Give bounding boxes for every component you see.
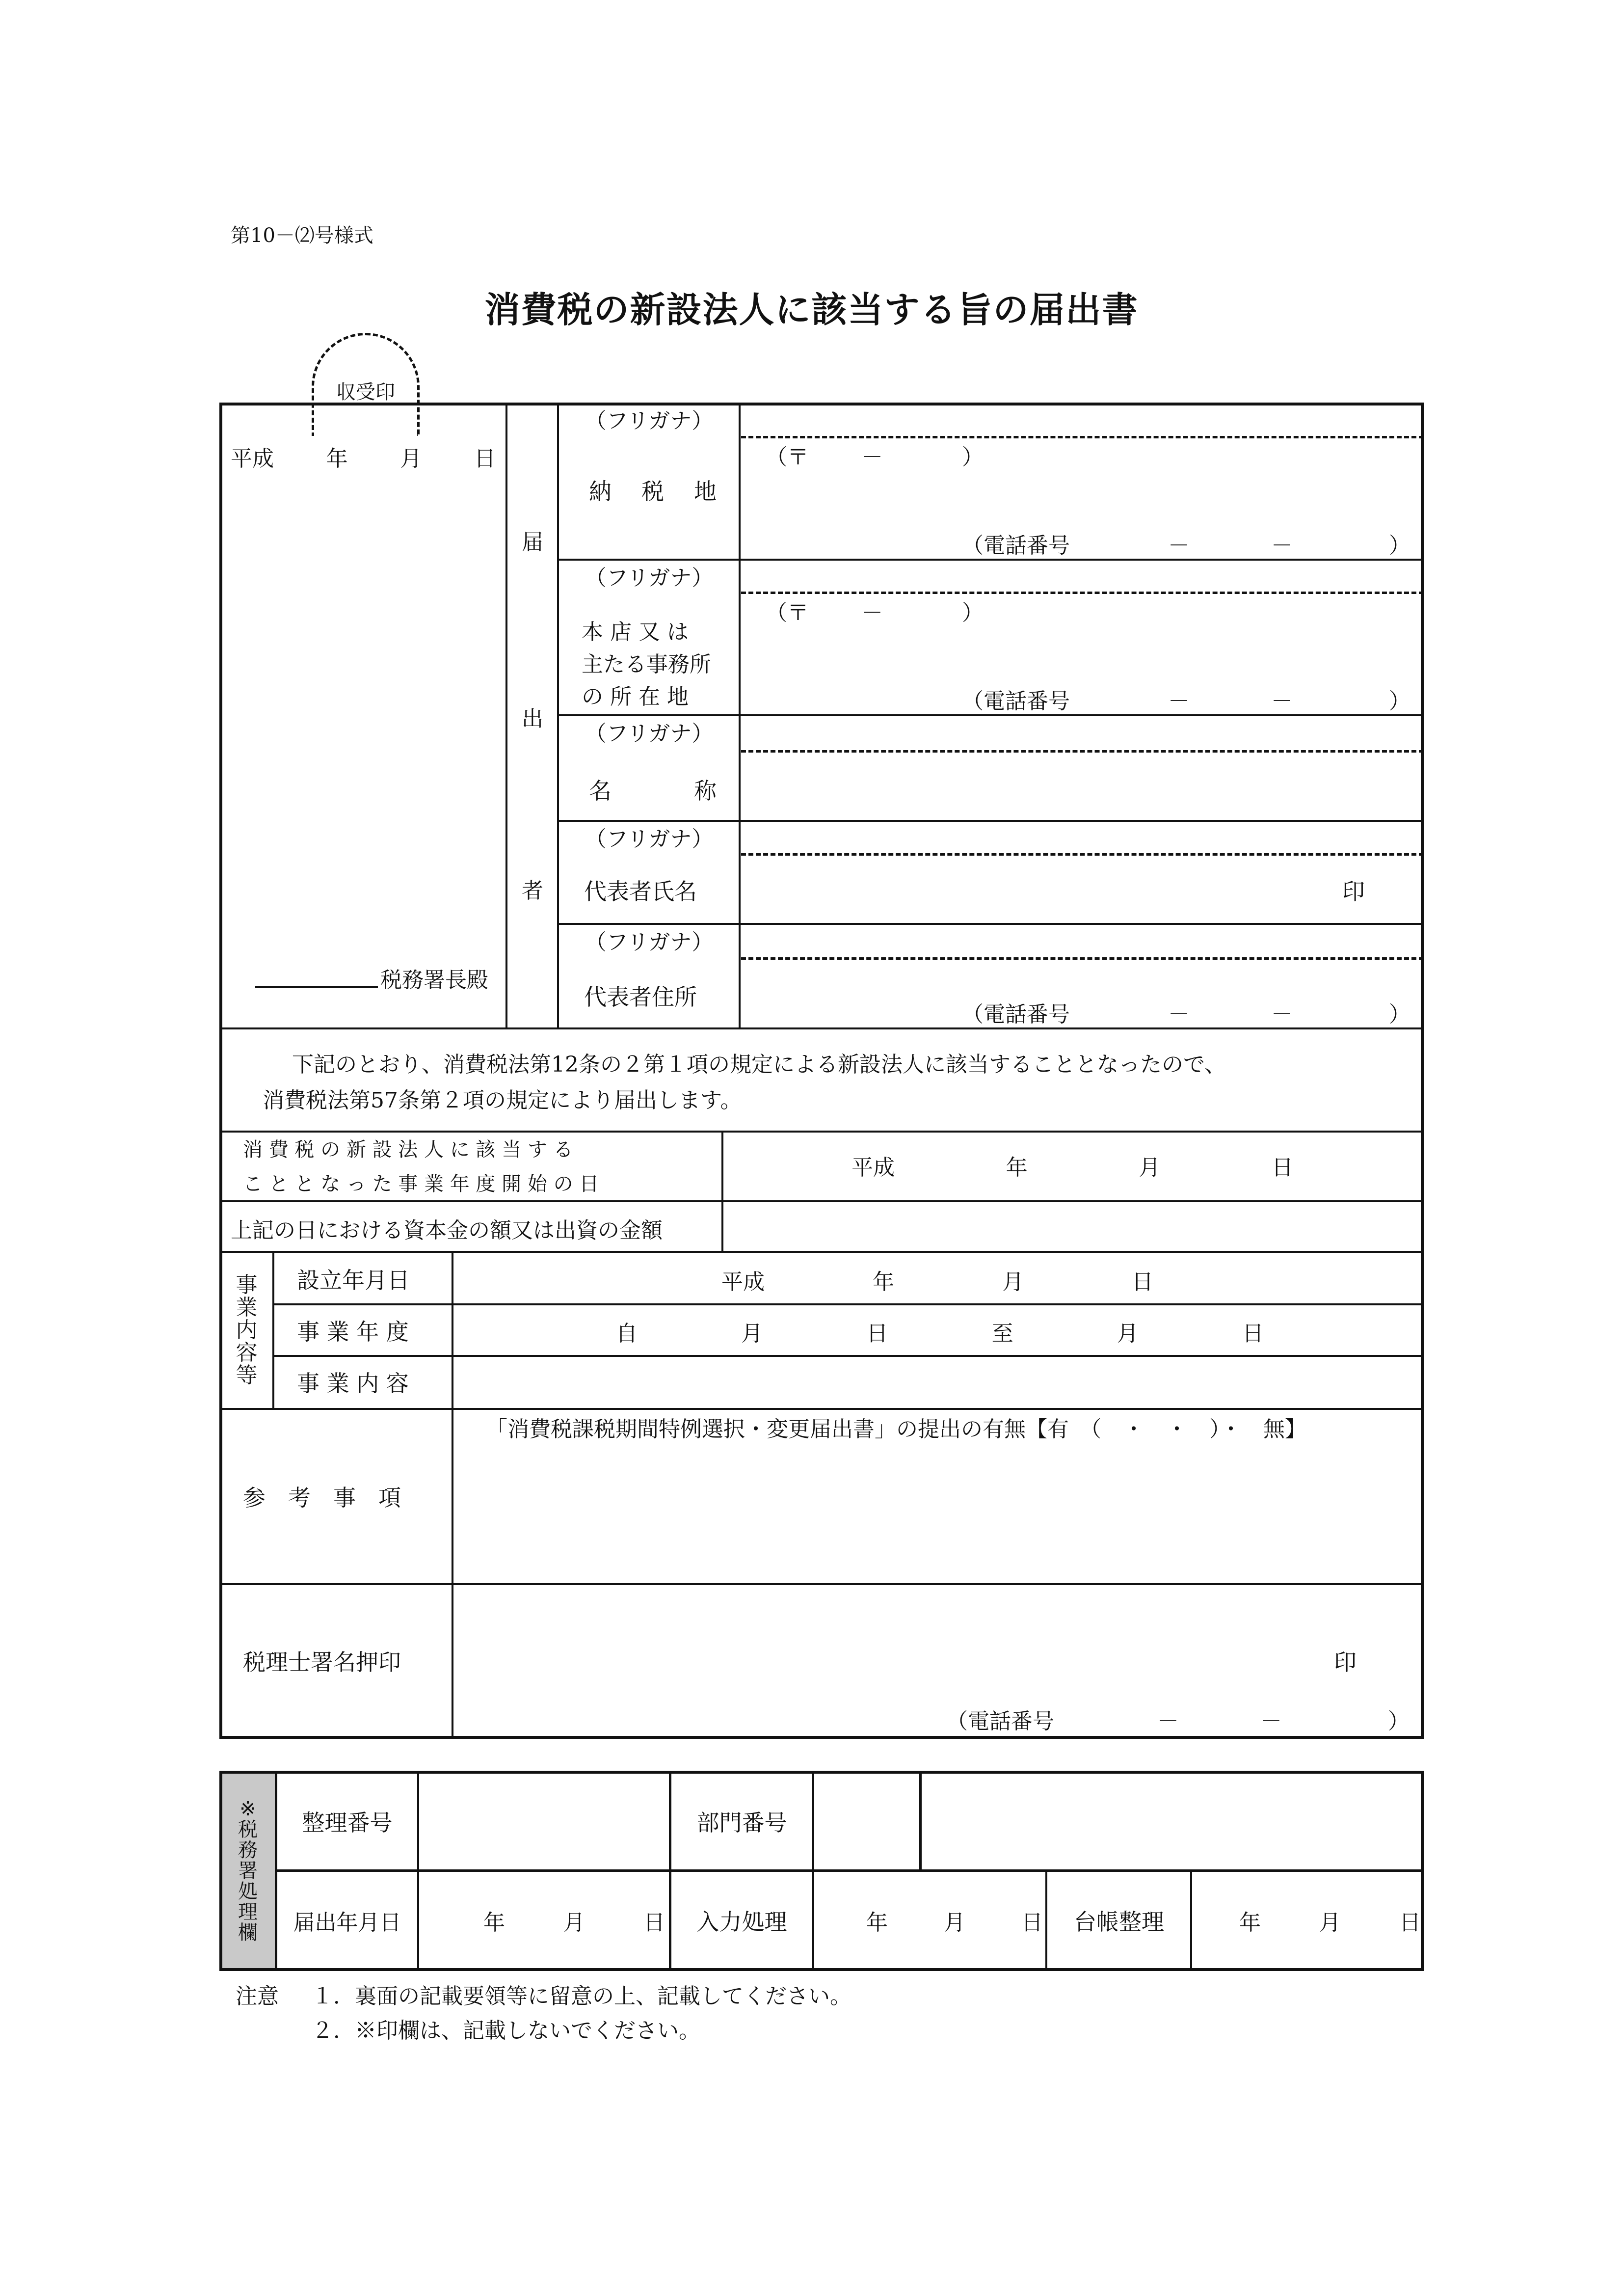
business-vertical-label: 事 業 内 容 等 (236, 1272, 258, 1388)
furigana-label: （フリガナ） (585, 721, 714, 746)
accountant-label: 税理士署名押印 (243, 1649, 401, 1675)
seiri-number-label: 整理番号 (302, 1810, 393, 1836)
divider (1190, 1869, 1192, 1971)
row-divider (272, 1303, 1424, 1305)
divider (272, 1251, 274, 1408)
phone-number-field[interactable]: （電話番号 － － ） (962, 1002, 1410, 1027)
capital-label: 上記の日における資本金の額又は出資の金額 (231, 1218, 663, 1243)
divider (506, 403, 507, 1027)
divider (1045, 1869, 1047, 1971)
statement-line-1: 下記のとおり、消費税法第12条の２第１項の規定による新設法人に該当することとなったので、 (292, 1052, 1226, 1077)
row-divider (219, 1251, 1424, 1253)
tax-office-suffix: 税務署長殿 (380, 968, 488, 993)
bumon-number-field[interactable] (815, 1773, 918, 1868)
notes-field[interactable] (454, 1443, 1421, 1581)
filing-date[interactable] (231, 441, 496, 472)
company-name-field[interactable] (741, 754, 1421, 817)
date-era: 平成 (231, 446, 274, 471)
bumon-extra-field[interactable] (923, 1773, 1421, 1868)
footer-label: 注意 (236, 1984, 279, 2009)
start-date-field[interactable]: 平成 年 月 日 (851, 1155, 1293, 1180)
divider (919, 1771, 922, 1869)
date-month: 月 (400, 446, 422, 471)
seiri-number-field[interactable] (420, 1773, 668, 1868)
phone-number-field[interactable]: （電話番号 － － ） (946, 1709, 1410, 1734)
row-divider (219, 1131, 1424, 1133)
honten-label: 本 店 又 は 主たる事務所 の 所 在 地 (582, 620, 711, 709)
furigana-dashed-line (741, 592, 1424, 594)
row-divider (219, 1200, 1424, 1202)
row-divider (219, 1408, 1424, 1410)
furigana-label: （フリガナ） (585, 408, 714, 433)
footer-note-2: ２．※印欄は、記載しないでください。 (312, 2018, 700, 2043)
furigana-dashed-line (741, 436, 1424, 438)
postal-code-field[interactable]: （〒 － ） (766, 445, 984, 470)
nozeichi-label: 納 税 地 (589, 478, 717, 505)
start-date-label-1: 消 費 税 の 新 設 法 人 に 該 当 す る (243, 1138, 573, 1161)
established-date-field[interactable]: 平成 年 月 日 (721, 1270, 1153, 1295)
established-label: 設立年月日 (297, 1267, 410, 1294)
statement-line-2: 消費税法第57条第２項の規定により届出します。 (263, 1088, 742, 1113)
input-processing-field[interactable]: 年 月 日 (866, 1910, 1043, 1935)
form-number: 第10－⑵号様式 (231, 224, 373, 247)
page-title: 消費税の新設法人に該当する旨の届出書 (484, 289, 1139, 330)
row-divider (272, 1355, 1424, 1357)
notes-text: 「消費税課税期間特例選択・変更届出書」の提出の有無【有 （ ・ ・ ）・ 無】 (486, 1417, 1306, 1442)
accountant-signature-field[interactable] (454, 1587, 1338, 1695)
furigana-label: （フリガナ） (585, 930, 714, 955)
fiscal-year-label: 事 業 年 度 (297, 1319, 409, 1345)
furigana-dashed-line (741, 957, 1424, 960)
start-date-label-2: こ と と な っ た 事 業 年 度 開 始 の 日 (243, 1173, 599, 1195)
fiscal-year-field[interactable]: 自 月 日 至 月 日 (616, 1321, 1264, 1346)
business-content-field[interactable] (454, 1358, 1421, 1406)
accountant-seal-mark: 印 (1334, 1649, 1357, 1675)
furigana-label: （フリガナ） (585, 827, 714, 852)
date-year: 年 (326, 446, 348, 471)
postal-code-field[interactable]: （〒 － ） (766, 600, 984, 625)
input-processing-label: 入力処理 (696, 1909, 787, 1935)
furigana-dashed-line (741, 853, 1424, 856)
ledger-label: 台帳整理 (1074, 1909, 1164, 1935)
representative-name-label: 代表者氏名 (584, 878, 697, 905)
divider (417, 1771, 419, 1971)
seal-mark: 印 (1342, 878, 1365, 905)
furigana-label: （フリガナ） (585, 566, 714, 591)
filer-char-2: 出 (522, 706, 543, 731)
row-divider (275, 1869, 1424, 1872)
filing-date-label: 届出年月日 (293, 1910, 401, 1935)
tax-office-name-line[interactable] (255, 986, 378, 988)
filer-char-1: 届 (522, 530, 543, 555)
representative-address-label: 代表者住所 (584, 984, 697, 1010)
divider (452, 1251, 453, 1739)
receipt-stamp-label: 収受印 (336, 380, 395, 404)
filing-date-field[interactable]: 年 月 日 (483, 1910, 665, 1935)
capital-amount-field[interactable] (724, 1203, 1421, 1249)
filer-char-3: 者 (522, 878, 543, 903)
row-divider (219, 1027, 1424, 1029)
divider (812, 1771, 814, 1971)
row-divider (219, 1583, 1424, 1585)
furigana-dashed-line (741, 750, 1424, 753)
notes-label: 参 考 事 項 (243, 1485, 401, 1511)
date-day: 日 (474, 446, 496, 471)
bumon-number-label: 部門番号 (696, 1810, 787, 1836)
footer-note-1: １．裏面の記載要領等に留意の上、記載してください。 (312, 1984, 851, 2009)
office-vertical-label: ※ 税 務 署 処 理 欄 (238, 1798, 258, 1944)
representative-name-field[interactable] (741, 857, 1355, 920)
phone-number-field[interactable]: （電話番号 － － ） (962, 689, 1410, 714)
business-content-label: 事 業 内 容 (297, 1370, 409, 1397)
ledger-field[interactable]: 年 月 日 (1239, 1910, 1421, 1935)
divider (721, 1131, 723, 1251)
meisho-label: 名 称 (589, 778, 717, 804)
phone-number-field[interactable]: （電話番号 － － ） (962, 533, 1410, 558)
